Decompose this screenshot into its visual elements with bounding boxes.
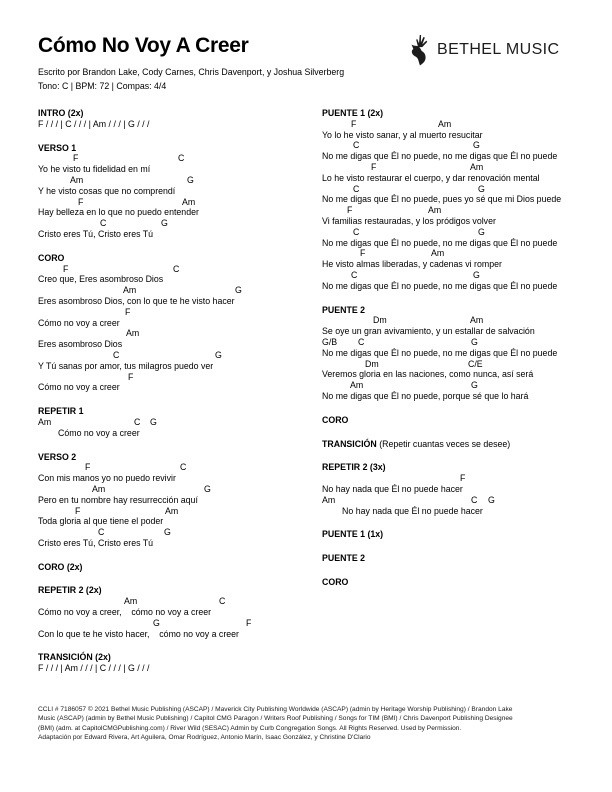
chord: Am: [70, 174, 84, 185]
chord: F: [360, 248, 366, 259]
chord: F: [125, 306, 131, 317]
chord: F: [351, 118, 357, 129]
chord: C: [471, 494, 478, 505]
chord-line: [322, 184, 584, 195]
chord-line: [322, 337, 584, 348]
chord-line: [38, 484, 310, 495]
lyric-line: No me digas que Él no puede, no me digas que Él no puede: [322, 347, 558, 358]
section-heading: REPETIR 1: [38, 406, 84, 417]
chord: G: [471, 336, 478, 347]
chord: G: [471, 380, 478, 391]
chord-line: [38, 596, 310, 607]
chord: Am: [124, 596, 138, 607]
lyric-line: Se oye un gran avivamiento, y un estallar de salvación: [322, 326, 535, 337]
chord-line: [322, 473, 584, 484]
lyric-line: Cristo eres Tú, Cristo eres Tú: [38, 228, 154, 239]
song-section: [322, 462, 584, 516]
lyric-line: Pero en tu nombre hay resurrección aquí: [38, 494, 198, 505]
lyric-line: Con lo que te he visto hacer, cómo no voy a creer: [38, 628, 239, 639]
chord: C: [178, 153, 185, 164]
song-section: [322, 553, 584, 564]
chord: G/B: [322, 336, 338, 347]
chord: C: [353, 183, 360, 194]
chord: Am: [350, 380, 364, 391]
chord: Am: [470, 161, 484, 172]
lyric-line: Yo he visto tu fidelidad en mí: [38, 164, 151, 175]
section-heading: TRANSICIÓN (2x): [38, 652, 111, 663]
page-title: Cómo No Voy A Creer: [38, 34, 249, 57]
chord-line: [322, 140, 584, 151]
chord: C: [358, 336, 365, 347]
section-heading: CORO: [322, 576, 349, 587]
chord-line: [322, 227, 584, 238]
lyric-line: Y Tú sanas por amor, tus milagros puedo ver: [38, 360, 214, 371]
song-section: [322, 305, 584, 402]
chord: Am: [38, 416, 52, 427]
lyric-line: No me digas que Él no puede, porque sé que lo hará: [322, 390, 529, 401]
chord: F: [73, 153, 79, 164]
chord: Am: [165, 505, 179, 516]
chord-line: [322, 270, 584, 281]
chord: F: [128, 371, 134, 382]
lyric-line: No me digas que Él no puede, no me digas que Él no puede: [322, 151, 558, 162]
song-section: [38, 585, 310, 639]
chord-line: [38, 197, 310, 208]
chord: Am: [431, 248, 445, 259]
chord-line: [38, 153, 310, 164]
lyric-line: Cristo eres Tú, Cristo eres Tú: [38, 537, 154, 548]
section-heading: PUENTE 2: [322, 553, 366, 564]
chord-line: [38, 218, 310, 229]
song-meta: Tono: C | BPM: 72 | Compas: 4/4: [38, 81, 167, 91]
chord-line: [38, 372, 310, 383]
chord-line: [38, 417, 310, 428]
chord: C: [351, 269, 358, 280]
chord: C: [100, 218, 107, 229]
lyric-line: Cómo no voy a creer: [38, 317, 120, 328]
chord: G: [478, 183, 485, 194]
chord: G: [215, 349, 222, 360]
lyric-line: Veremos gloria en las naciones, como nunca, así será: [322, 369, 534, 380]
chord: F: [63, 263, 69, 274]
lyric-line: No me digas que Él no puede, pues yo sé que mi Dios puede: [322, 194, 562, 205]
chord: F: [460, 473, 466, 484]
chord-line: [322, 495, 584, 506]
chord: F: [75, 505, 81, 516]
chord-line: [38, 307, 310, 318]
song-section: [38, 452, 310, 549]
chord-line: [322, 119, 584, 130]
song-section: [38, 406, 310, 438]
song-section: [322, 529, 584, 540]
chord: G: [204, 483, 211, 494]
chord-line: [38, 264, 310, 275]
chord: G: [478, 226, 485, 237]
section-heading: VERSO 2: [38, 451, 77, 462]
chord: C: [353, 140, 360, 151]
song-section: [38, 562, 310, 573]
chord-line: [322, 315, 584, 326]
chord: C: [113, 349, 120, 360]
section-heading: REPETIR 2 (3x): [322, 462, 386, 473]
chord: F: [347, 205, 353, 216]
chord-progression: F / / / | Am / / / | C / / / | G / / /: [38, 663, 150, 674]
section-heading: TRANSICIÓN (Repetir cuantas veces se desee): [322, 438, 511, 449]
section-heading: REPETIR 2 (2x): [38, 585, 102, 596]
chord-line: [322, 162, 584, 173]
chord: Am: [322, 494, 336, 505]
lyric-line: No me digas que Él no puede, no me digas que Él no puede: [322, 237, 558, 248]
song-section: [322, 577, 584, 588]
song-section: [38, 108, 310, 130]
lyric-line: Eres asombroso Dios: [38, 339, 123, 350]
chord-line: [322, 359, 584, 370]
lyric-line: Eres asombroso Dios, con lo que te he visto hacer: [38, 295, 235, 306]
chord: C: [173, 263, 180, 274]
chord: G: [235, 285, 242, 296]
section-heading: CORO (2x): [38, 561, 83, 572]
chord-line: [38, 618, 310, 629]
section-heading: PUENTE 2: [322, 304, 366, 315]
bethel-music-logo: [406, 34, 559, 66]
song-section: [38, 652, 310, 674]
chord: F: [371, 161, 377, 172]
chord: F: [85, 462, 91, 473]
chord: Dm: [365, 358, 379, 369]
chord: G: [161, 218, 168, 229]
chord-line: [38, 527, 310, 538]
lyric-line: Lo he visto restaurar el cuerpo, y dar renovación mental: [322, 172, 540, 183]
chord-line: [322, 205, 584, 216]
lyric-line: No me digas que Él no puede, no me digas que Él no puede: [322, 280, 558, 291]
chord-line: [38, 506, 310, 517]
deer-icon: [406, 34, 432, 66]
chord: Am: [92, 483, 106, 494]
chord: G: [473, 269, 480, 280]
chord-line: [38, 350, 310, 361]
chord: Dm: [373, 315, 387, 326]
chord: C: [180, 462, 187, 473]
chord: C: [219, 596, 226, 607]
section-heading: VERSO 1: [38, 142, 77, 153]
chord: G: [150, 416, 157, 427]
right-column: [322, 108, 584, 601]
lyric-line: Creo que, Eres asombroso Dios: [38, 274, 164, 285]
lyric-line: He visto almas liberadas, y cadenas vi romper: [322, 259, 502, 270]
song-section: [38, 253, 310, 393]
chord-line: [38, 175, 310, 186]
chord: C: [353, 226, 360, 237]
chord: G: [488, 494, 495, 505]
song-section: [322, 439, 584, 450]
chord-line: [38, 328, 310, 339]
copyright-line: CCLI # 7186057 © 2021 Bethel Music Publishing (ASCAP) / Maverick City Publishing Worldwide (ASCAP) (admin by Heritage Worship Publishing) / Brandon Lake: [38, 706, 513, 713]
chord: Am: [182, 196, 196, 207]
chord: G: [473, 140, 480, 151]
chord-line: [38, 285, 310, 296]
song-credits: Escrito por Brandon Lake, Cody Carnes, Chris Davenport, y Joshua Silverberg: [38, 67, 345, 77]
chord: C: [98, 527, 105, 538]
section-heading: CORO: [38, 252, 65, 263]
lyric-line: Con mis manos yo no puedo revivir: [38, 473, 176, 484]
section-heading: INTRO (2x): [38, 108, 84, 118]
chord: Am: [470, 315, 484, 326]
section-heading: PUENTE 1 (2x): [322, 108, 384, 118]
chord: C: [134, 416, 141, 427]
lyric-line: No hay nada que Él no puede hacer: [322, 483, 463, 494]
lyric-line: Cómo no voy a creer, cómo no voy a creer: [38, 607, 212, 618]
chord: Am: [438, 118, 452, 129]
left-column: [38, 108, 310, 687]
chord: F: [78, 196, 84, 207]
section-heading: CORO: [322, 414, 349, 425]
lyric-line: Cómo no voy a creer: [38, 382, 120, 393]
song-section: [322, 108, 584, 292]
lyric-line: Toda gloria al que tiene el poder: [38, 516, 164, 527]
chord-line: [322, 248, 584, 259]
copyright-line: Music (ASCAP) (admin by Bethel Music Publishing) / Capitol CMG Paragon / Writers Roof Publishing / Songs for TIM (BMI) / Chris Davenport Publishing Designee: [38, 715, 513, 723]
lyric-line: Vi familias restauradas, y los pródigos volver: [322, 215, 496, 226]
song-section: [322, 415, 584, 426]
chord: F: [246, 617, 252, 628]
chord: G: [164, 527, 171, 538]
lyric-line: Cómo no voy a creer: [58, 427, 140, 438]
lyric-line: Y he visto cosas que no comprendí: [38, 185, 176, 196]
chord: Am: [123, 285, 137, 296]
chord-progression: F / / / | C / / / | Am / / / | G / / /: [38, 118, 150, 129]
logo-wordmark: BETHEL MUSIC: [437, 41, 560, 58]
chord: Am: [126, 328, 140, 339]
chord-line: [38, 462, 310, 473]
copyright-footer: [38, 705, 578, 742]
section-heading: PUENTE 1 (1x): [322, 529, 384, 540]
chord-line: [322, 380, 584, 391]
lyric-line: No hay nada que Él no puede hacer: [342, 505, 483, 516]
copyright-line: (BMI) (adm. at CapitolCMGPublishing.com) / River Wild (SESAC) Admin by Curb Congregation Songs. All Rights Reserved. Used by Permission.: [38, 724, 462, 732]
chord: G: [153, 617, 160, 628]
chord: C/E: [468, 358, 483, 369]
chord: G: [187, 174, 194, 185]
section-note: (Repetir cuantas veces se desee): [376, 438, 511, 449]
lyric-line: Yo lo he visto sanar, y al muerto resucitar: [322, 129, 483, 140]
adaptation-line: Adaptación por Edward Rivera, Art Aguilera, Omar Rodríguez, Antonio Marín, Isaac González, y Christine D'Clario: [38, 733, 371, 741]
song-section: [38, 143, 310, 240]
lyric-line: Hay belleza en lo que no puedo entender: [38, 207, 199, 218]
chord: Am: [428, 205, 442, 216]
